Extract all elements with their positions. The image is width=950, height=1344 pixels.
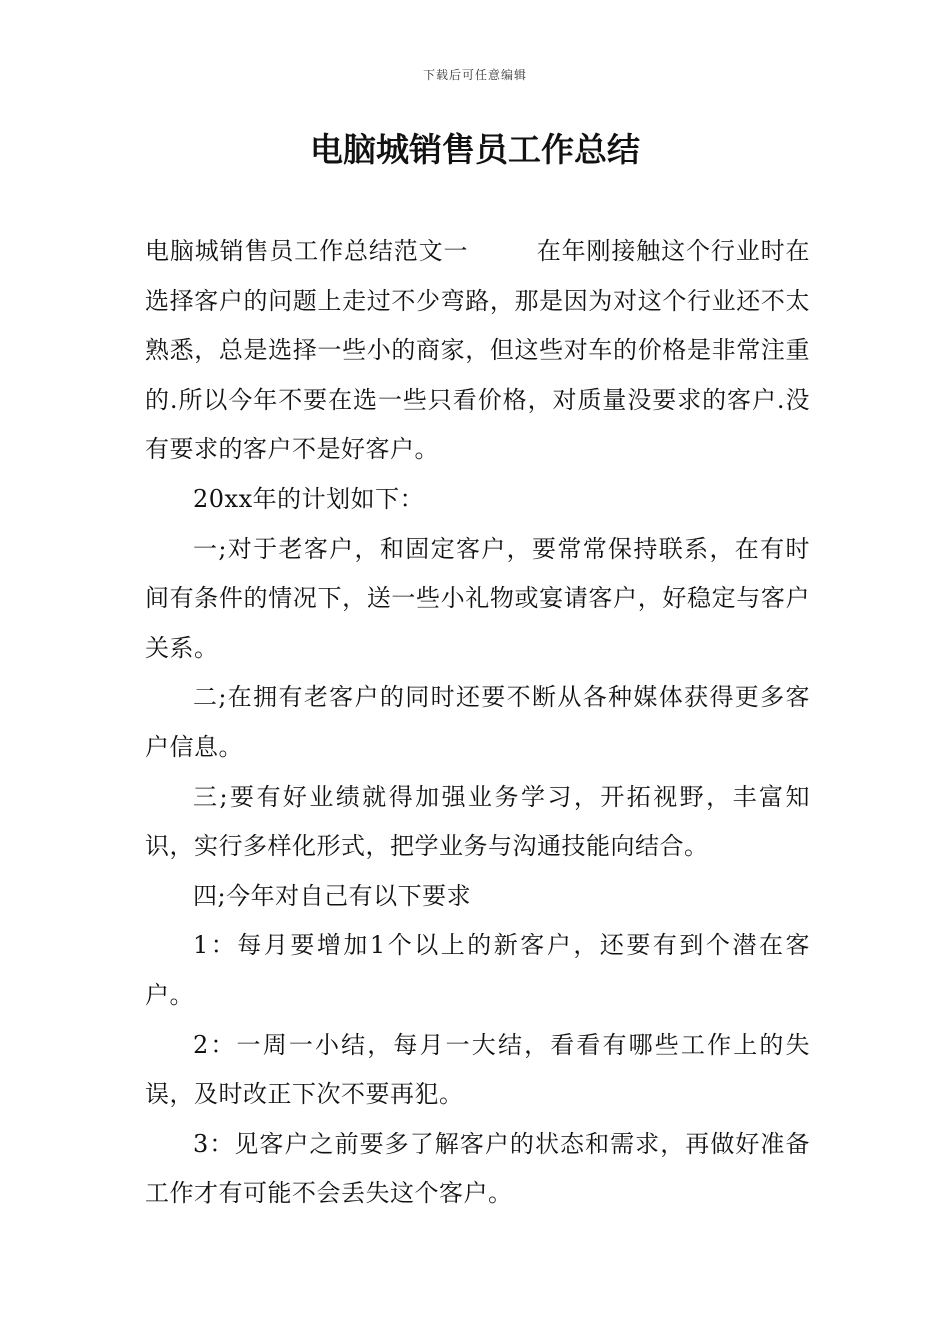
plan-item-3: 三;要有好业绩就得加强业务学习，开拓视野，丰富知识，实行多样化形式，把学业务与沟通技能向结合。 <box>145 782 810 861</box>
plan-item-2: 二;在拥有老客户的同时还要不断从各种媒体获得更多客户信息。 <box>145 683 810 761</box>
plan-item-4: 四;今年对自己有以下要求 <box>193 881 472 910</box>
requirement-1: 1：每月要增加1个以上的新客户，还要有到个潜在客户。 <box>145 931 810 1009</box>
page-header-note: 下载后可任意编辑 <box>422 68 527 82</box>
plan-heading: 20xx年的计划如下： <box>193 484 425 513</box>
document-title: 电脑城销售员工作总结 <box>310 130 640 169</box>
requirement-2: 2：一周一小结，每月一大结，看看有哪些工作上的失误，及时改正下次不要再犯。 <box>145 1030 810 1109</box>
intro-label: 电脑城销售员工作总结范文一 <box>145 237 469 265</box>
document-body <box>145 227 810 1219</box>
plan-item-1: 一;对于老客户，和固定客户，要常常保持联系，在有时间有条件的情况下，送一些小礼物或宴请客户，好稳定与客户关系。 <box>145 534 810 662</box>
requirement-3: 3：见客户之前要多了解客户的状态和需求，再做好准备工作才有可能不会丢失这个客户。 <box>145 1129 810 1208</box>
intro-text: 在年刚接触这个行业时在选择客户的问题上走过不少弯路，那是因为对这个行业还不太熟悉，总是选择一些小的商家，但这些对车的价格是非常注重的.所以今年不要在选一些只看价格，对质量没要求的客户.没有要求的客户不是好客户。 <box>145 237 810 464</box>
intro-paragraph <box>145 227 810 475</box>
